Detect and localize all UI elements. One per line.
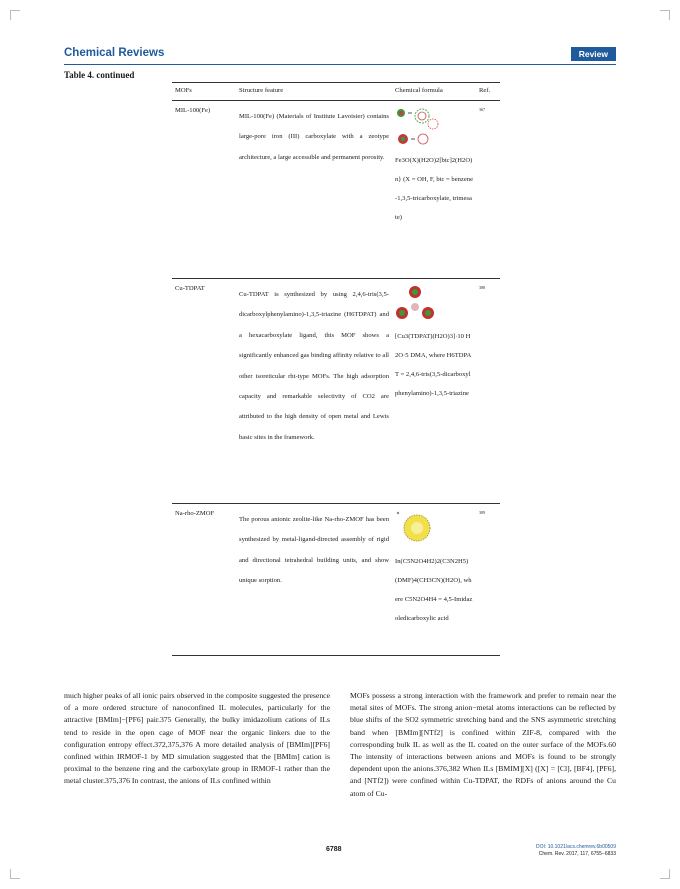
footer-citation — [536, 844, 616, 858]
cell-structure-feature: Cu-TDPAT is synthesized by using 2,4,6-tris(3,5-dicarboxylphenylamino)-1,3,5-triazine (H6TDPAT) and a hexacarboxylate ligand, this MOF shows a significantly enhanced gas binding affinity relative to all other isoreticular rht-type MOFs. The high adsorption capacity and remarkable selectivity of CO2 are attributed to the high density of open metal and Lewis basic sites in the framework. — [236, 278, 392, 503]
column-header-mofs: MOFs — [172, 83, 236, 101]
journal-title[interactable]: Chemical Reviews — [64, 47, 165, 59]
crop-mark-bottom-right — [660, 869, 670, 879]
formula-text: Fe3O(X)(H2O)2[btc]2(H2O)n} (X = OH, F, btc = benzene-1,3,5-tricarboxylate, trimesate) — [395, 156, 474, 221]
header-rule — [64, 64, 616, 65]
doi-link[interactable]: DOI: 10.1021/acs.chemrev.6b00509 — [536, 844, 616, 850]
cell-ref[interactable]: 367 — [476, 100, 500, 278]
column-header-ref: Ref. — [476, 83, 500, 101]
crop-mark-top-right — [660, 10, 670, 20]
cell-mof: Cu-TDPAT — [172, 278, 236, 503]
table-row — [172, 278, 500, 503]
table-caption: Table 4. continued — [64, 70, 135, 80]
table-row — [172, 503, 500, 655]
page-number: 6788 — [326, 846, 342, 853]
cu-tdpat-structure-image — [395, 285, 435, 323]
table-header-row — [172, 83, 500, 101]
cell-mof: MIL-100(Fe) — [172, 100, 236, 278]
mof-table — [172, 82, 500, 656]
crop-mark-bottom-left — [10, 869, 20, 879]
cell-structure-feature: MIL-100(Fe) (Materials of Institute Lavoisier) contains large-pore iron (III) carboxylate with a zeotype architecture, a large accessible and permanent porosity. — [236, 100, 392, 278]
cell-ref[interactable]: 389 — [476, 503, 500, 655]
cell-chemical-formula — [392, 278, 476, 503]
article-type-badge: Review — [571, 47, 616, 61]
table-row — [172, 100, 500, 278]
journal-citation: Chem. Rev. 2017, 117, 6755−6833 — [538, 851, 616, 857]
cell-chemical-formula — [392, 100, 476, 278]
cell-mof: Na-rho-ZMOF — [172, 503, 236, 655]
cell-ref[interactable]: 388 — [476, 278, 500, 503]
na-rho-zmof-structure-image — [395, 510, 435, 548]
page-header — [64, 47, 616, 63]
formula-text: In(C5N2O4H2)2(C3N2H5)(DMF)4(CH3CN)(H2O), where C5N2O4H4 = 4,5-Imidazoledicarboxylic acid — [395, 557, 473, 622]
mil-100-structure-image — [395, 107, 439, 147]
body-paragraph: MOFs possess a strong interaction with the framework and prefer to remain near the metal sites of MOFs. The strong anion−metal atoms interactions can be reflected by blue shifts of the SO2 symmetric stretching band and the SNS asymmetric stretching band when [BMIm][NTf2] is confined within ZIF-8, compared with the corresponding bulk IL as well as the IL coated on the outer surface of the MOFs.60 The intensity of interactions between anions and MOFs is found to be strongly dependent upon the anions.376,382 When ILs [BMIM][X] ([X] = [Cl], [BF4], [PF6], and [NTf2]) were confined within Cu-TDPAT, the RDFs of anions around the Cu atom of Cu- — [350, 691, 616, 798]
body-column-left — [64, 690, 330, 788]
cell-structure-feature: The porous anionic zeolite-like Na-rho-ZMOF has been synthesized by metal-ligand-directed assembly of rigid and directional tetrahedral building units, and show unique sorption. — [236, 503, 392, 655]
formula-text: [Cu3(TDPAT)(H2O)3]·10 H2O·5 DMA, where H6TDPAT = 2,4,6-tris(3,5-dicarboxylphenylamino)-1,3,5-triazine — [395, 332, 472, 397]
column-header-chemical-formula: Chemical formula — [392, 83, 476, 101]
body-paragraph: much higher peaks of all ionic pairs observed in the composite suggested the presence of a more ordered structure of nanoconfined IL molecules, particularly for the attractive [BMIm]−[PF6] pair.375 Generally, the bulky imidazolium cations of ILs tend to reside in the open cage of MOF near the organic linkers due to the configuration entropy effect.372,375,376 A more detailed analysis of [BMIm][PF6] confined within IRMOF-1 by MD simulation suggested that the [BMIm] cation is proximal to the benzene ring and the carboxylate group in IRMOF-1 rather than the metal cluster.375,376 In contrast, the anions of ILs confined within — [64, 691, 330, 786]
crop-mark-top-left — [10, 10, 20, 20]
cell-chemical-formula — [392, 503, 476, 655]
column-header-structure-feature: Structure feature — [236, 83, 392, 101]
body-column-right — [350, 690, 616, 800]
